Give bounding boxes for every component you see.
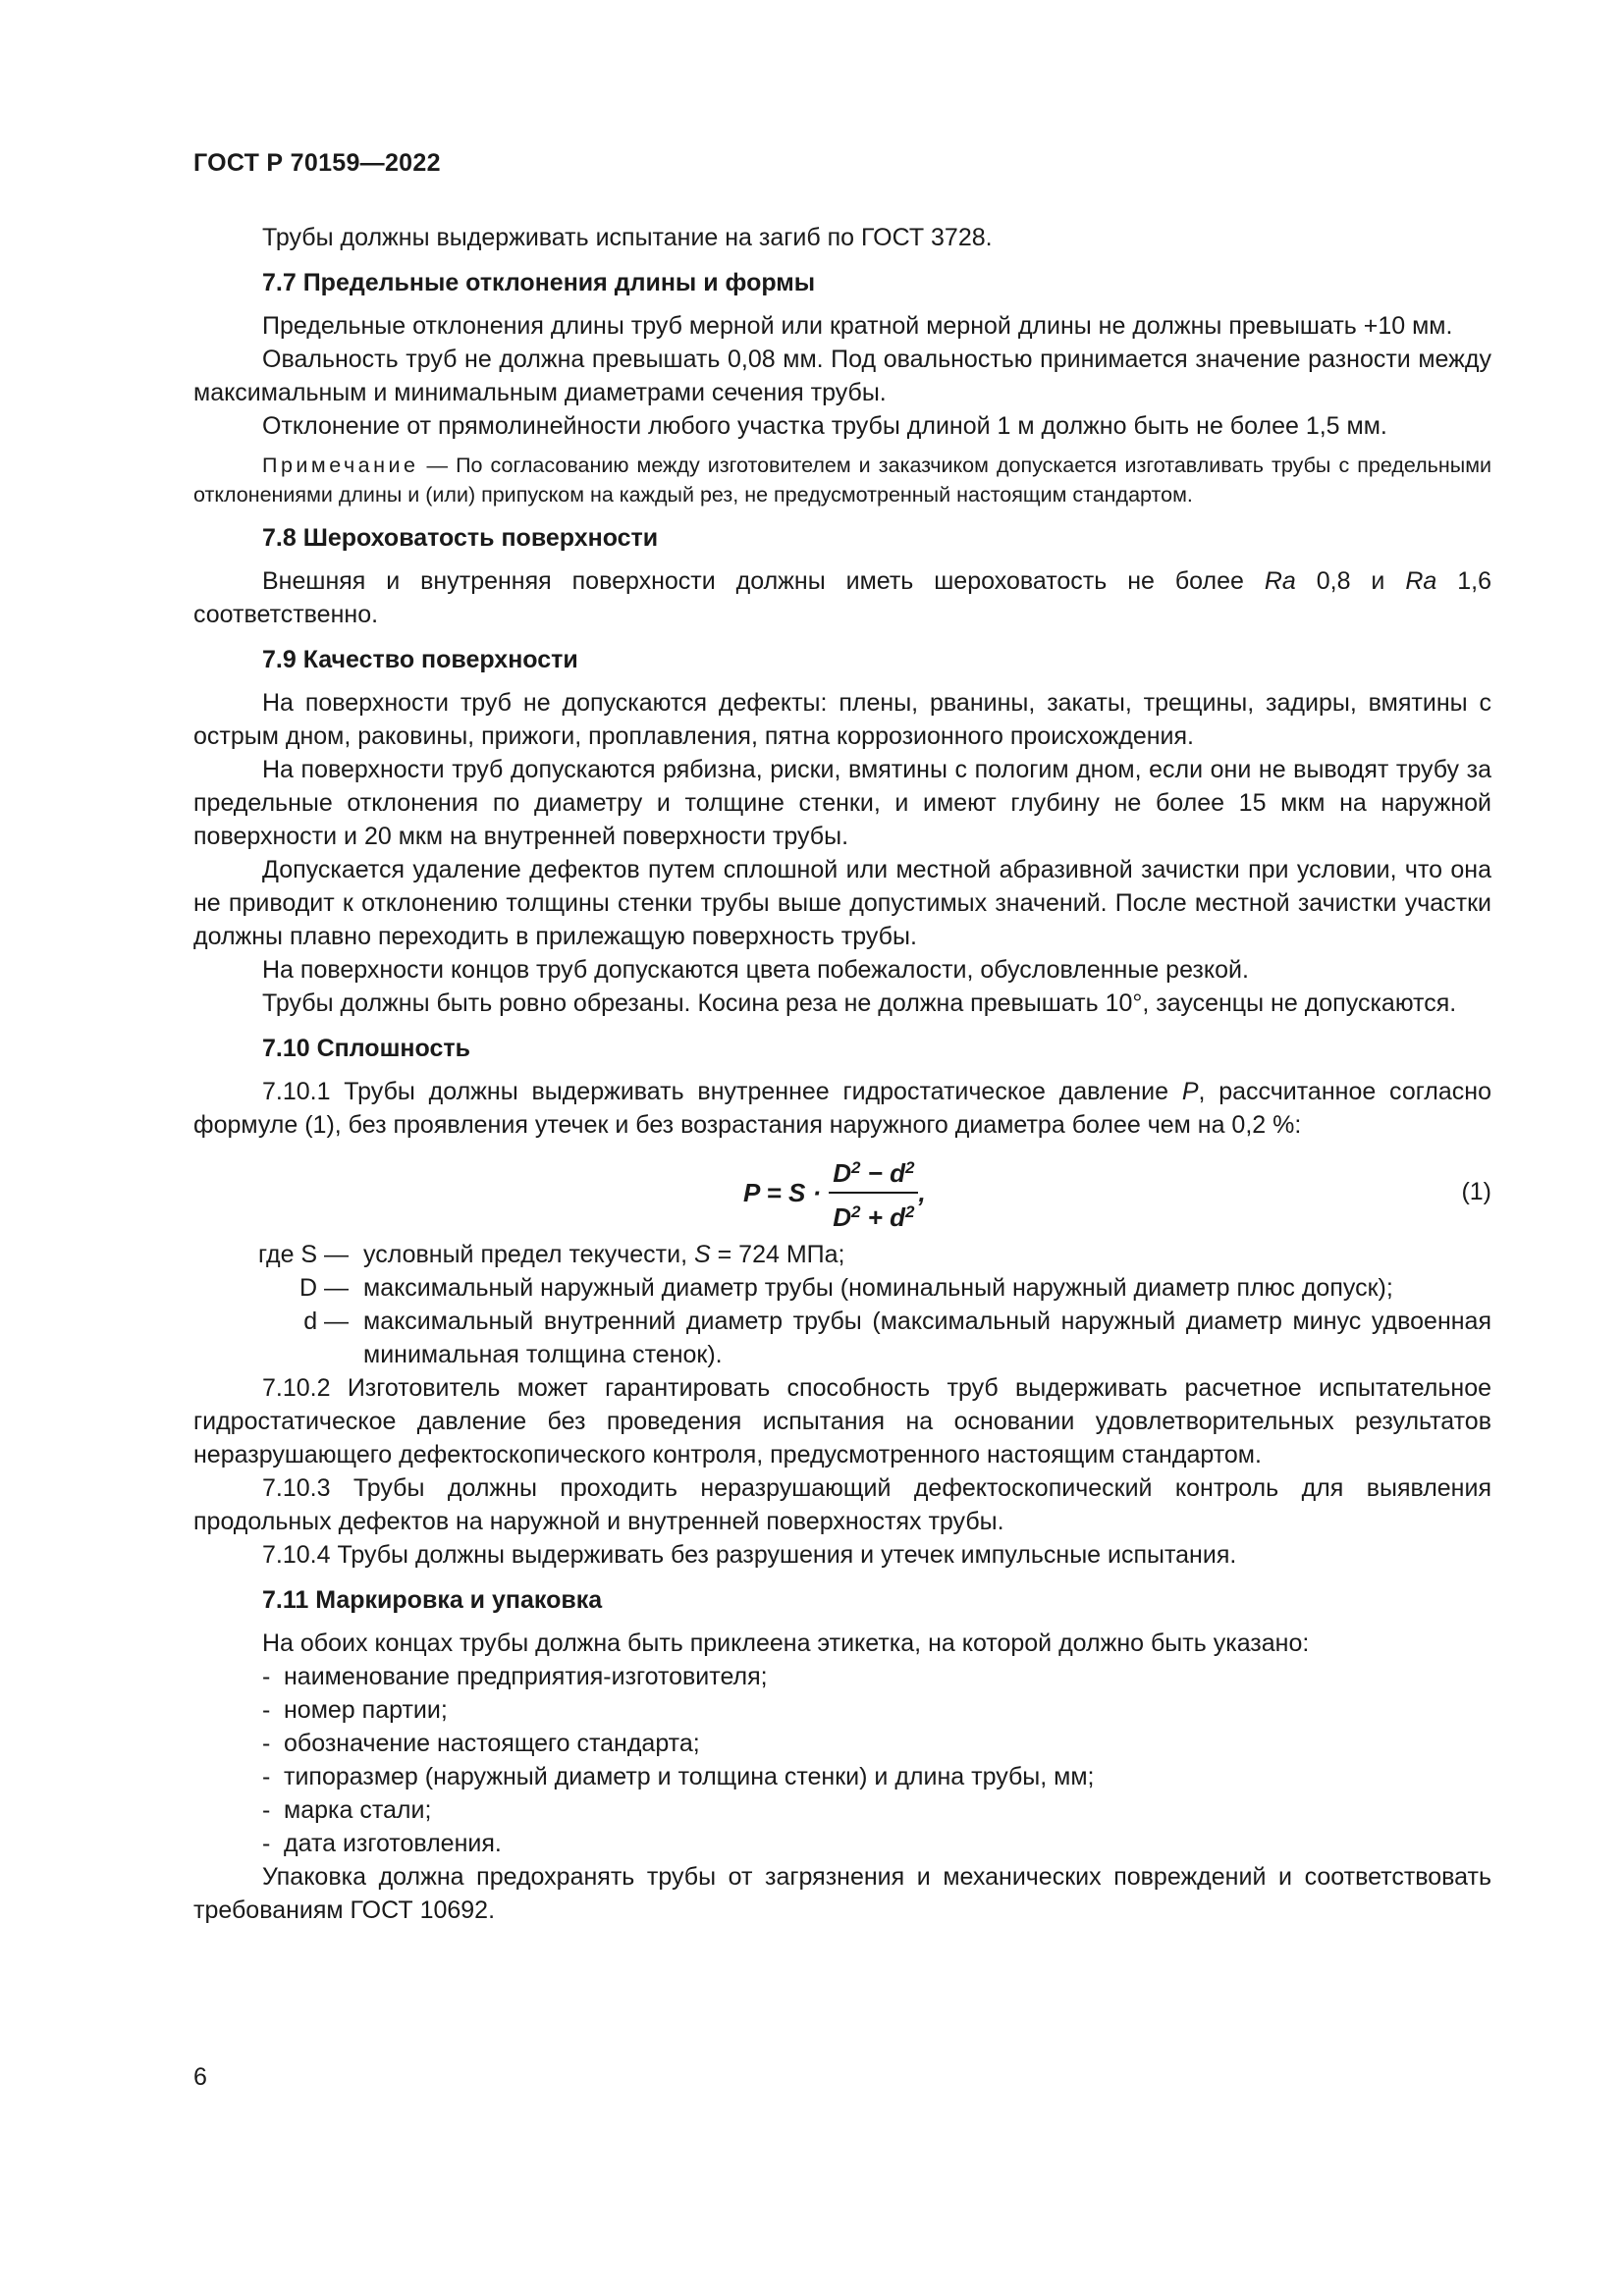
num-exp-2: 2 <box>905 1158 915 1177</box>
document-body <box>193 221 1491 1927</box>
def-s-text-b: = 724 МПа; <box>710 1241 845 1268</box>
list-item-text: обозначение настоящего стандарта; <box>284 1730 700 1757</box>
section-7-8-heading: 7.8 Шероховатость поверхности <box>262 524 659 552</box>
s77-paragraph-1: Предельные отклонения длины труб мерной или кратной мерной длины не должны превышать +10 мм. <box>262 312 1453 340</box>
def-lead-d-lower: d — <box>303 1308 355 1335</box>
list-item-text: номер партии; <box>284 1696 448 1724</box>
num-exp-1: 2 <box>851 1158 861 1177</box>
list-dash: - <box>262 1730 271 1757</box>
s710-paragraph-3: 7.10.3 Трубы должны проходить неразрушающий дефектоскопический контроль для выявления продольных дефектов на наружной и внутренней поверхностях трубы. <box>193 1474 1491 1535</box>
den-exp-1: 2 <box>851 1202 861 1221</box>
s710-text-a: 7.10.1 Трубы должны выдерживать внутреннее гидростатическое давление <box>262 1078 1182 1105</box>
s77-paragraph-2: Овальность труб не должна превышать 0,08 мм. Под овальностью принимается значение разности между максимальным и минимальным диаметрами сечения трубы. <box>193 346 1491 406</box>
s79-paragraph-3: Допускается удаление дефектов путем сплошной или местной абразивной зачистки при условии, что она не приводит к отклонению толщины стенки трубы выше допустимых значений. После местной зачистки участки должны плавно переходить в прилежащую поверхность трубы. <box>193 856 1491 950</box>
definition-s <box>193 1238 1491 1271</box>
definition-d-lower <box>193 1305 1491 1371</box>
formula-tail: , <box>918 1178 926 1207</box>
note-text: — По согласованию между изготовителем и заказчиком допускается изготавливать трубы с предельными отклонениями длины и (или) припуском на каждый рез, не предусмотренный настоящим стандартом. <box>193 454 1491 507</box>
pressure-variable: P <box>1181 1078 1199 1105</box>
s77-paragraph-3: Отклонение от прямолинейности любого участка трубы длиной 1 м должно быть не более 1,5 мм. <box>262 412 1387 440</box>
formula-definitions <box>193 1238 1491 1371</box>
formula-number: (1) <box>1461 1178 1491 1205</box>
note-label: Примечание <box>262 454 419 477</box>
list-item-text: типоразмер (наружный диаметр и толщина стенки) и длина трубы, мм; <box>284 1763 1095 1790</box>
s79-paragraph-1: На поверхности труб не допускаются дефекты: плены, рванины, закаты, трещины, задиры, вмятины с острым дном, раковины, прижоги, проплавления, пятна коррозионного происхождения. <box>193 689 1491 750</box>
def-text-d-lower: максимальный внутренний диаметр трубы (максимальный наружный диаметр минус удвоенная минимальная толщина стенок). <box>363 1308 1491 1368</box>
den-d-upper: D <box>833 1202 852 1232</box>
list-dash: - <box>262 1663 271 1690</box>
def-s-text-a: условный предел текучести, <box>363 1241 694 1268</box>
def-lead-s: где S — <box>258 1241 355 1268</box>
list-item-text: марка стали; <box>284 1796 432 1824</box>
num-d-upper: D <box>833 1158 852 1188</box>
s79-paragraph-2: На поверхности труб допускаются рябизна, риски, вмятины с пологим дном, если они не выводят трубу за предельные отклонения по диаметру и толщине стенки, и имеют глубину не более 15 мкм на наружной поверхности и 20 мкм на внутренней поверхности трубы. <box>193 756 1491 850</box>
section-7-11-heading: 7.11 Маркировка и упаковка <box>262 1586 603 1614</box>
formula-denominator <box>829 1194 918 1234</box>
formula-numerator <box>829 1151 918 1194</box>
page-number: 6 <box>193 2063 207 2091</box>
list-item <box>262 1793 1491 1827</box>
section-7-7-heading: 7.7 Предельные отклонения длины и формы <box>262 269 816 296</box>
num-minus-d: − d <box>860 1158 905 1188</box>
label-requirements-list <box>262 1660 1491 1860</box>
den-plus-d: + d <box>860 1202 905 1232</box>
list-dash: - <box>262 1830 271 1857</box>
s710-paragraph-1 <box>193 1075 1491 1142</box>
s79-paragraph-5: Трубы должны быть ровно обрезаны. Косина реза не должна превышать 10°, заусенцы не допускаются. <box>262 989 1457 1017</box>
list-item <box>262 1827 1491 1860</box>
list-item <box>262 1727 1491 1760</box>
intro-paragraph: Трубы должны выдерживать испытание на загиб по ГОСТ 3728. <box>262 224 993 251</box>
def-text-s <box>355 1238 1491 1271</box>
s78-text-a: Внешняя и внутренняя поверхности должны иметь шероховатость не более <box>262 567 1265 595</box>
s79-paragraph-4: На поверхности концов труб допускаются цвета побежалости, обусловленные резкой. <box>262 956 1249 984</box>
list-dash: - <box>262 1696 271 1724</box>
s710-paragraph-2: 7.10.2 Изготовитель может гарантировать способность труб выдерживать расчетное испытательное гидростатическое давление без проведения испытания на основании удовлетворительных результатов неразрушающего дефектоскопического контроля, предусмотренного настоящим стандартом. <box>193 1374 1491 1468</box>
list-item-text: дата изготовления. <box>284 1830 502 1857</box>
list-dash: - <box>262 1796 271 1824</box>
s711-paragraph-1: На обоих концах трубы должна быть приклеена этикетка, на которой должно быть указано: <box>262 1629 1310 1657</box>
section-7-9-heading: 7.9 Качество поверхности <box>262 646 578 673</box>
s78-paragraph-1 <box>193 564 1491 631</box>
list-item <box>262 1660 1491 1693</box>
formula-1 <box>193 1151 1491 1230</box>
s78-text-c: 1,6 соответственно. <box>193 567 1491 628</box>
formula-fraction <box>829 1151 918 1234</box>
ra-symbol: Ra <box>1405 567 1437 595</box>
s710-text-b: , рассчитанное согласно формуле (1), без проявления утечек и без возрастания наружного диаметра более чем на 0,2 %: <box>193 1078 1491 1139</box>
s710-paragraph-4: 7.10.4 Трубы должны выдерживать без разрушения и утечек импульсные испытания. <box>262 1541 1237 1569</box>
formula-expression <box>743 1151 926 1234</box>
ra-symbol: Ra <box>1264 567 1296 595</box>
def-text-d-upper: максимальный наружный диаметр трубы (номинальный наружный диаметр плюс допуск); <box>363 1274 1393 1302</box>
list-item <box>262 1760 1491 1793</box>
list-item-text: наименование предприятия-изготовителя; <box>284 1663 768 1690</box>
definition-d-upper <box>193 1271 1491 1305</box>
list-item <box>262 1693 1491 1727</box>
document-header: ГОСТ Р 70159—2022 <box>193 149 441 177</box>
s78-text-b: 0,8 и <box>1295 567 1406 595</box>
def-lead-d-upper: D — <box>299 1274 355 1302</box>
s77-note <box>193 451 1491 509</box>
def-s-var: S <box>693 1241 711 1268</box>
s711-paragraph-2: Упаковка должна предохранять трубы от загрязнения и механических повреждений и соответствовать требованиям ГОСТ 10692. <box>193 1863 1491 1924</box>
section-7-10-heading: 7.10 Сплошность <box>262 1035 470 1062</box>
formula-lhs: P = S · <box>743 1178 822 1207</box>
list-dash: - <box>262 1763 271 1790</box>
den-exp-2: 2 <box>905 1202 915 1221</box>
